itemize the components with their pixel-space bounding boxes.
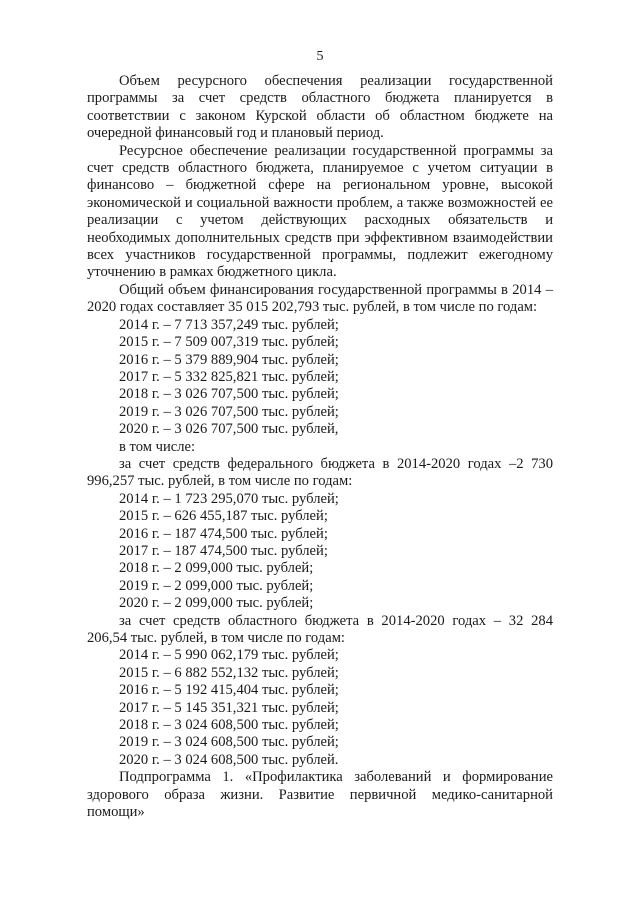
regional-funding-list: [87, 647, 553, 769]
list-item: 2017 г. – 5 332 825,821 тыс. рублей;: [119, 368, 339, 385]
page-number: 5: [316, 49, 324, 64]
list-item: 2018 г. – 3 024 608,500 тыс. рублей;: [119, 717, 339, 734]
list-item: 2015 г. – 6 882 552,132 тыс. рублей;: [119, 664, 339, 681]
federal-funding-list: [87, 491, 553, 613]
list-item: 2014 г. – 7 713 357,249 тыс. рублей;: [119, 316, 339, 333]
paragraph-resource-volume: Объем ресурсного обеспечения реализации государственной программы за счет средств областного бюджета планируется в соответствии с законом Курской области об областном бюджете на очередной финансовый год и плановый период.: [87, 73, 553, 142]
list-item: 2019 г. – 3 024 608,500 тыс. рублей;: [119, 734, 339, 751]
paragraph-federal-funding: за счет средств федерального бюджета в 2014-2020 годах –2 730 996,257 тыс. рублей, в том числе по годам:: [87, 455, 553, 490]
list-item: 2015 г. – 626 455,187 тыс. рублей;: [119, 508, 328, 525]
list-item: 2018 г. – 2 099,000 тыс. рублей;: [119, 560, 314, 577]
list-item: 2018 г. – 3 026 707,500 тыс. рублей;: [119, 386, 339, 403]
paragraph-resource-provision: Ресурсное обеспечение реализации государственной программы за счет средств областного бюджета, планируемое с учетом ситуации в финансово – бюджетной сфере на региональном уровне, высокой экономической и социальной важности проблем, а также возможностей ее реализации с учетом действующих расходных обязательств и необходимых дополнительных средств при эффективном взаимодействии всех участников государственной программы, подлежит ежегодному уточнению в рамках бюджетного цикла.: [87, 142, 553, 281]
list-item: 2017 г. – 187 474,500 тыс. рублей;: [119, 542, 328, 559]
paragraph-total-funding: Общий объем финансирования государственной программы в 2014 – 2020 годах составляет 35 015 202,793 тыс. рублей, в том числе по годам:: [87, 281, 553, 316]
list-item: 2016 г. – 5 379 889,904 тыс. рублей;: [119, 351, 339, 368]
list-item: 2017 г. – 5 145 351,321 тыс. рублей;: [119, 699, 339, 716]
list-item: 2019 г. – 3 026 707,500 тыс. рублей;: [119, 403, 339, 420]
list-item: 2020 г. – 2 099,000 тыс. рублей;: [119, 595, 314, 612]
list-item: 2015 г. – 7 509 007,319 тыс. рублей;: [119, 334, 339, 351]
list-item: 2014 г. – 5 990 062,179 тыс. рублей;: [119, 647, 339, 664]
list-item: 2014 г. – 1 723 295,070 тыс. рублей;: [119, 490, 339, 507]
list-item: 2020 г. – 3 024 608,500 тыс. рублей.: [119, 751, 339, 768]
list-item: 2019 г. – 2 099,000 тыс. рублей;: [119, 577, 314, 594]
including-label: в том числе:: [119, 438, 196, 455]
list-item: 2016 г. – 5 192 415,404 тыс. рублей;: [119, 682, 339, 699]
document-body: [87, 73, 553, 821]
paragraph-subprogram-title: Подпрограмма 1. «Профилактика заболеваний и формирование здорового образа жизни. Развитие первичной медико-санитарной помощи»: [87, 769, 553, 821]
list-item: 2016 г. – 187 474,500 тыс. рублей;: [119, 525, 328, 542]
total-funding-list: [87, 317, 553, 439]
paragraph-regional-funding: за счет средств областного бюджета в 2014-2020 годах – 32 284 206,54 тыс. рублей, в том числе по годам:: [87, 612, 553, 646]
list-item: 2020 г. – 3 026 707,500 тыс. рублей,: [119, 421, 339, 438]
